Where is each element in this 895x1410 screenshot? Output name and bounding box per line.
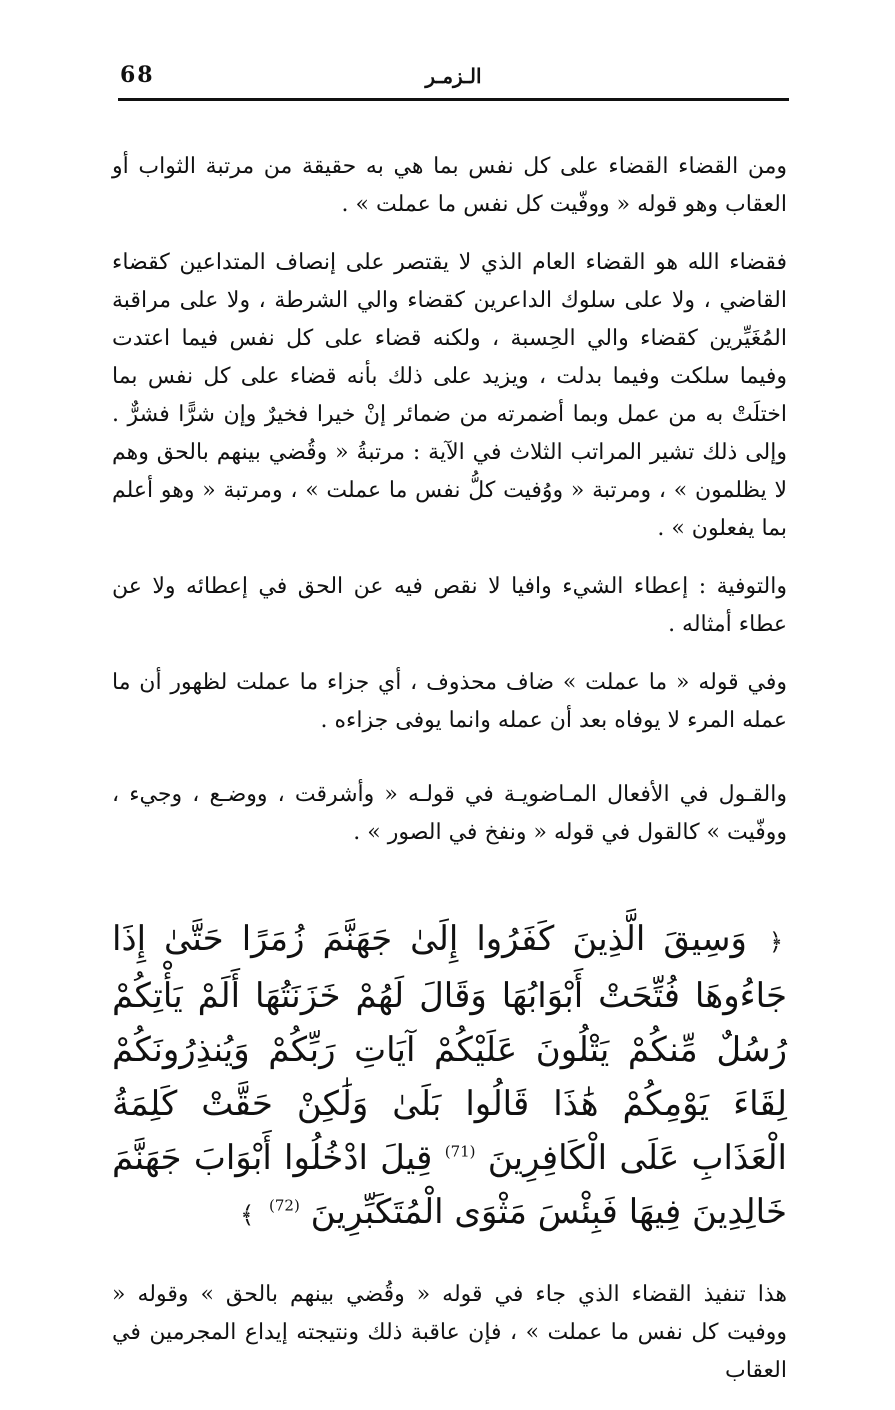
verse-71-number: (71)	[444, 1142, 476, 1161]
paragraph-4: وفي قوله « ما عملت » ضاف محذوف ، أي جزاء ما عملت لظهور أن ما عمله المرء لا يوفاه بعد أن عمله وانما يوفى جزاءه .	[112, 670, 787, 733]
verse-close-ornament: ﴾	[240, 1201, 255, 1229]
verse-71-text: وَسِيقَ الَّذِينَ كَفَرُوا إِلَىٰ جَهَنَّمَ زُمَرًا حَتَّىٰ إِذَا جَاءُوهَا فُتِّحَتْ أَبْوَابُهَا وَقَالَ لَهُمْ خَزَنَتُهَا أَلَمْ يَأْتِكُمْ رُسُلٌ مِّنكُمْ يَتْلُونَ عَلَيْكُمْ آيَاتِ رَبِّكُمْ وَيُنذِرُونَكُمْ لِقَاءَ يَوْمِكُمْ هَٰذَا قَالُوا بَلَىٰ وَلَٰكِنْ حَقَّتْ كَلِمَةُ الْعَذَابِ عَلَى الْكَافِرِينَ	[112, 919, 787, 1178]
paragraph-5: والقـول في الأفعال المـاضويـة في قولـه « وأشرقت ، ووضـع ، وجيء ، ووفّيت » كالقول في قوله « ونفخ في الصور » .	[112, 782, 787, 845]
verse-open-ornament: ﴿	[768, 928, 783, 956]
closing-paragraph: هذا تنفيذ القضاء الذي جاء في قوله « وقُضي بينهم بالحق » وقوله « ووفيت كل نفس ما عملت » ، فإن عاقبة ذلك ونتيجته إيداع المجرمين في العقاب	[112, 1282, 787, 1383]
running-head	[120, 62, 787, 98]
page-body	[112, 148, 787, 1410]
paragraph-2: فقضاء الله هو القضاء العام الذي لا يقتصر على إنصاف المتداعين كقضاء القاضي ، ولا على سلوك الداعرين كقضاء والي الشرطة ، ولا على مراقبة المُغَيِّرين كقضاء والي الحِسبة ، ولكنه قضاء على كل نفس فيما اعتدت وفيما سلكت وفيما بدلت ، ويزيد على ذلك بأنه قضاء على كل نفس بما اختلَتْ به من عمل وبما أضمرته من ضمائر إنْ خيرا فخيرٌ وإن شرًّا فشرٌّ . وإلى ذلك تشير المراتب الثلاث في الآية : مرتبةُ « وقُضي بينهم بالحق وهم لا يظلمون » ، ومرتبة « ووُفيت كلُّ نفس ما عملت » ، ومرتبة « وهو أعلم بما يفعلون » .	[112, 250, 787, 541]
paragraph-1: ومن القضاء القضاء على كل نفس بما هي به حقيقة من مرتبة الثواب أو العقاب وهو قوله « ووفّيت كل نفس ما عملت » .	[112, 154, 787, 217]
header-rule	[118, 98, 789, 101]
paragraph-3: والتوفية : إعطاء الشيء وافيا لا نقص فيه عن الحق في إعطائه ولا عن عطاء أمثاله .	[112, 574, 787, 637]
verse-72-text: قِيلَ ادْخُلُوا أَبْوَابَ جَهَنَّمَ خَالِدِينَ فِيهَا فَبِئْسَ مَثْوَى الْمُتَكَبِّرِينَ	[112, 1138, 787, 1232]
running-title: الـزمـر	[425, 64, 482, 88]
verse-72-number: (72)	[269, 1196, 300, 1215]
page-number: 68	[120, 62, 155, 88]
quran-verse-block	[112, 912, 787, 1242]
